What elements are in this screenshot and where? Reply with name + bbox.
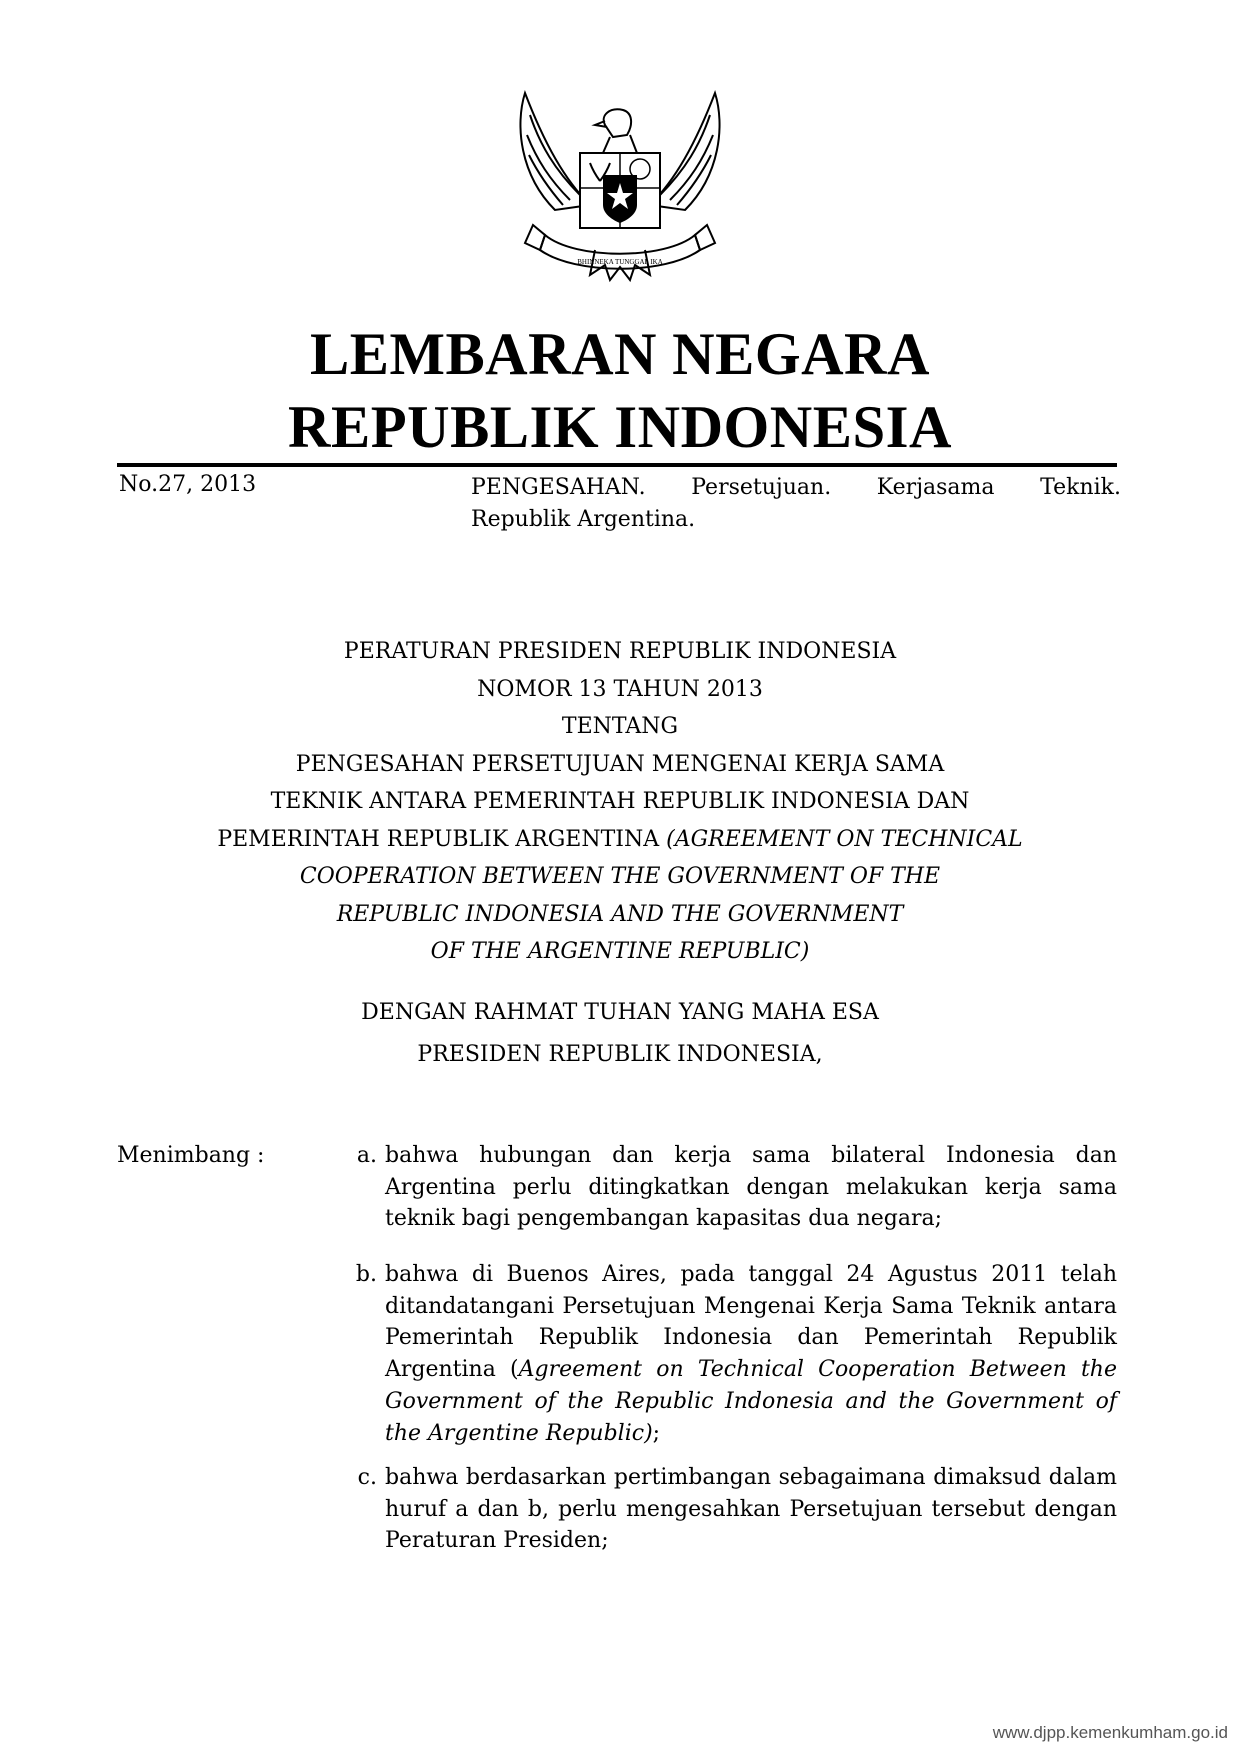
regulation-heading xyxy=(120,633,1120,971)
footer-url: www.djpp.kemenkumham.go.id xyxy=(992,1723,1228,1742)
gazette-number: No.27, 2013 xyxy=(119,472,257,497)
heading-line6 xyxy=(120,821,1120,859)
emblem-motto: BHINNEKA TUNGGAL IKA xyxy=(577,258,663,266)
heading-line5: TEKNIK ANTARA PEMERINTAH REPUBLIK INDONESIA DAN xyxy=(270,789,970,814)
heading-line6-regular: PEMERINTAH REPUBLIK ARGENTINA xyxy=(217,826,667,852)
heading-line2: NOMOR 13 TAHUN 2013 xyxy=(477,676,763,702)
item-text: bahwa hubungan dan kerja sama bilateral Indonesia dan Argentina perlu ditingkatkan dengan melakukan kerja sama teknik bagi pengembangan kapasitas dua negara; xyxy=(385,1143,1117,1232)
heading-line7: COOPERATION BETWEEN THE GOVERNMENT OF THE xyxy=(299,864,941,889)
gazette-description-line1: PENGESAHAN. Persetujuan. Kerjasama Teknik. xyxy=(471,475,1121,500)
heading-line6-italic: (AGREEMENT ON TECHNICAL xyxy=(666,826,1023,852)
item-text-regular: bahwa di Buenos Aires, pada tanggal 24 Agustus 2011 telah ditandatangani Persetujuan Mengenai Kerja Sama Teknik antara Pemerintah Republik Indonesia dan Pemerintah Republik Argentina ( xyxy=(385,1262,1117,1383)
heading-line3: TENTANG xyxy=(561,714,679,739)
preamble xyxy=(120,992,1120,1076)
item-letter: c. xyxy=(357,1465,377,1490)
heading-line1: PERATURAN PRESIDEN REPUBLIK INDONESIA xyxy=(343,639,897,664)
preamble-line2: PRESIDEN REPUBLIK INDONESIA, xyxy=(417,1042,823,1067)
garuda-emblem-icon xyxy=(515,85,725,295)
item-letter: b. xyxy=(355,1262,377,1287)
gazette-title-line2: REPUBLIK INDONESIA xyxy=(288,394,952,460)
item-text: bahwa berdasarkan pertimbangan sebagaimana dimaksud dalam huruf a dan b, perlu mengesahkan Persetujuan tersebut dengan Peraturan Presiden; xyxy=(385,1465,1117,1554)
item-text xyxy=(385,1259,1117,1449)
item-text-italic: Agreement on Technical Cooperation Between the Government of the Republic Indonesia and the Government of the Argentine Republic) xyxy=(385,1357,1117,1446)
preamble-line1: DENGAN RAHMAT TUHAN YANG MAHA ESA xyxy=(361,1000,879,1025)
heading-line4: PENGESAHAN PERSETUJUAN MENGENAI KERJA SAMA xyxy=(295,751,945,777)
gazette-description-line2: Republik Argentina. xyxy=(471,507,696,532)
gazette-title-line1: LEMBARAN NEGARA xyxy=(310,321,930,387)
heading-line8: REPUBLIC INDONESIA AND THE GOVERNMENT xyxy=(336,901,904,927)
header-divider xyxy=(117,463,1117,467)
gazette-description xyxy=(471,472,1121,536)
menimbang-label: Menimbang : xyxy=(117,1143,265,1168)
item-letter: a. xyxy=(356,1143,377,1168)
heading-line9: OF THE ARGENTINE REPUBLIC) xyxy=(430,939,810,964)
item-text-end: ; xyxy=(652,1420,661,1446)
